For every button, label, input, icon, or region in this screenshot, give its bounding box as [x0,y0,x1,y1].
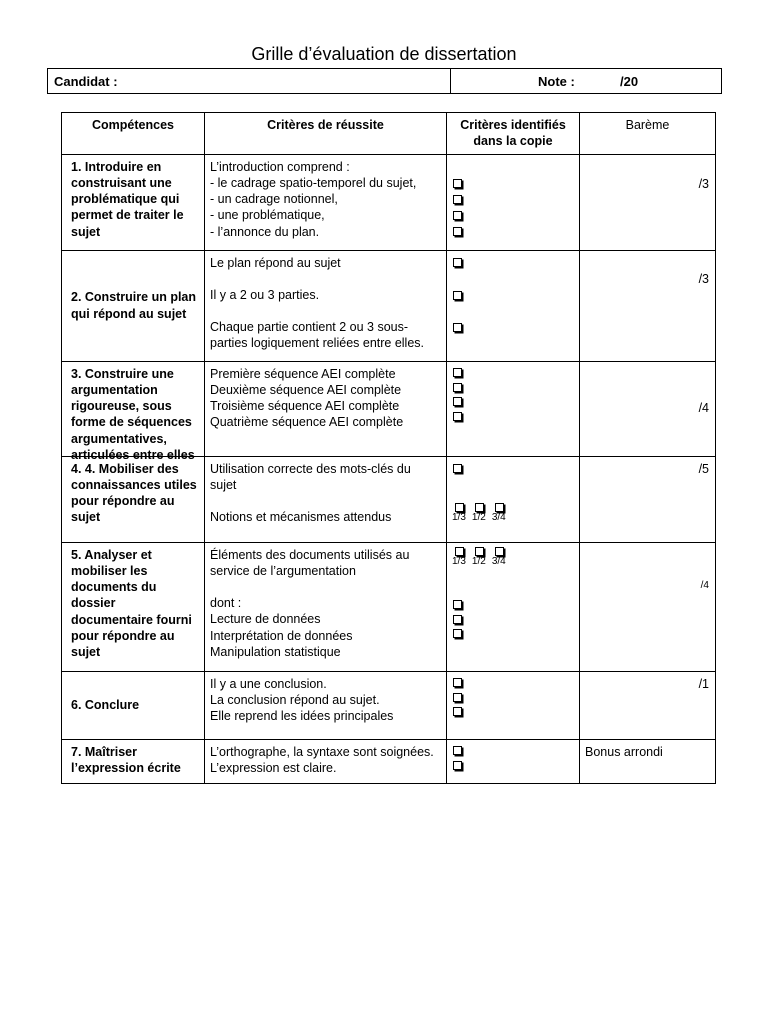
header-divider [450,69,451,93]
checkbox[interactable] [475,503,484,512]
checkbox[interactable] [455,503,464,512]
checkbox[interactable] [453,258,462,267]
checkbox-cell [447,250,580,361]
bareme-value: /5 [698,461,709,476]
checkbox-cell [447,542,580,671]
fraction-label: 1/3 [452,555,466,567]
bareme-cell [580,361,716,456]
bareme-cell [580,671,716,739]
bareme-cell [580,250,716,361]
bareme-value: /3 [698,176,709,191]
competence-cell: 3. Construire une argumentation rigoureuse, sous forme de séquences argumentatives, articulées entre elles [62,361,205,456]
checkbox[interactable] [453,678,462,687]
checkbox[interactable] [453,397,462,406]
criteria-cell: L’introduction comprend : - le cadrage spatio-temporel du sujet, - un cadrage notionnel, - une problématique, - l’annonce du plan. [205,154,447,250]
competence-cell: 2. Construire un plan qui répond au sujet [62,250,205,361]
checkbox[interactable] [495,503,504,512]
checkbox[interactable] [453,179,462,188]
checkbox[interactable] [453,693,462,702]
competence-cell: 7. Maîtriser l’expression écrite [62,739,205,783]
bareme-value: Bonus arrondi [585,744,663,759]
checkbox[interactable] [453,195,462,204]
checkbox[interactable] [453,412,462,421]
criteria-cell: Le plan répond au sujet Il y a 2 ou 3 parties. Chaque partie contient 2 ou 3 sous- parties logiquement reliées entre elles. [205,250,447,361]
bareme-value: /4 [700,579,709,591]
competence-cell: 1. Introduire en construisant une problématique qui permet de traiter le sujet [62,154,205,250]
table-row [62,456,716,542]
criteria-cell: Il y a une conclusion. La conclusion répond au sujet. Elle reprend les idées principales [205,671,447,739]
candidat-label: Candidat : [54,74,118,89]
criteria-cell: Éléments des documents utilisés au service de l’argumentation dont : Lecture de données Interprétation de données Manipulation statistique [205,542,447,671]
checkbox[interactable] [453,707,462,716]
checkbox-cell [447,456,580,542]
bareme-cell [580,542,716,671]
bareme-value: /4 [698,400,709,415]
checkbox[interactable] [453,227,462,236]
table-row [62,542,716,671]
table-row [62,671,716,739]
fraction-label: 3/4 [491,511,506,523]
checkbox[interactable] [453,291,462,300]
bareme-cell [580,154,716,250]
checkbox[interactable] [453,383,462,392]
checkbox[interactable] [453,629,462,638]
checkbox[interactable] [453,464,462,473]
candidate-header [47,68,722,94]
bareme-cell [580,456,716,542]
checkbox-cell [447,154,580,250]
criteria-cell: Utilisation correcte des mots-clés du sujet Notions et mécanismes attendus [205,456,447,542]
competence-cell: 4. 4. Mobiliser des connaissances utiles pour répondre au sujet [62,456,205,542]
bareme-value: /1 [698,676,709,691]
checkbox[interactable] [495,547,504,556]
competence-cell: 6. Conclure [62,671,205,739]
note-total: /20 [620,74,639,89]
table-header-row [62,113,716,155]
column-header: Barème [580,113,716,155]
column-header: Critères identifiés dans la copie [447,113,580,155]
fraction-label: 1/3 [452,511,466,523]
checkbox[interactable] [455,547,464,556]
table-row [62,361,716,456]
fraction-label: 1/2 [471,511,486,523]
column-header: Critères de réussite [205,113,447,155]
criteria-cell: L’orthographe, la syntaxe sont soignées. L’expression est claire. [205,739,447,783]
note-label: Note : [538,74,575,89]
bareme-value: /3 [698,271,709,286]
fraction-label: 1/2 [471,555,486,567]
evaluation-grid [61,112,716,784]
page-title: Grille d’évaluation de dissertation [251,44,517,64]
checkbox[interactable] [453,615,462,624]
table-row [62,250,716,361]
checkbox-cell [447,739,580,783]
checkbox[interactable] [453,761,462,770]
table-row [62,739,716,783]
checkbox[interactable] [453,746,462,755]
checkbox[interactable] [453,323,462,332]
checkbox[interactable] [475,547,484,556]
checkbox-cell [447,361,580,456]
bareme-cell [580,739,716,783]
criteria-cell: Première séquence AEI complète Deuxième séquence AEI complète Troisième séquence AEI complète Quatrième séquence AEI complète [205,361,447,456]
checkbox[interactable] [453,600,462,609]
checkbox-cell [447,671,580,739]
checkbox[interactable] [453,368,462,377]
fraction-label: 3/4 [491,555,506,567]
column-header: Compétences [62,113,205,155]
table-row [62,154,716,250]
competence-cell: 5. Analyser et mobiliser les documents du dossier documentaire fourni pour répondre au sujet [62,542,205,671]
checkbox[interactable] [453,211,462,220]
